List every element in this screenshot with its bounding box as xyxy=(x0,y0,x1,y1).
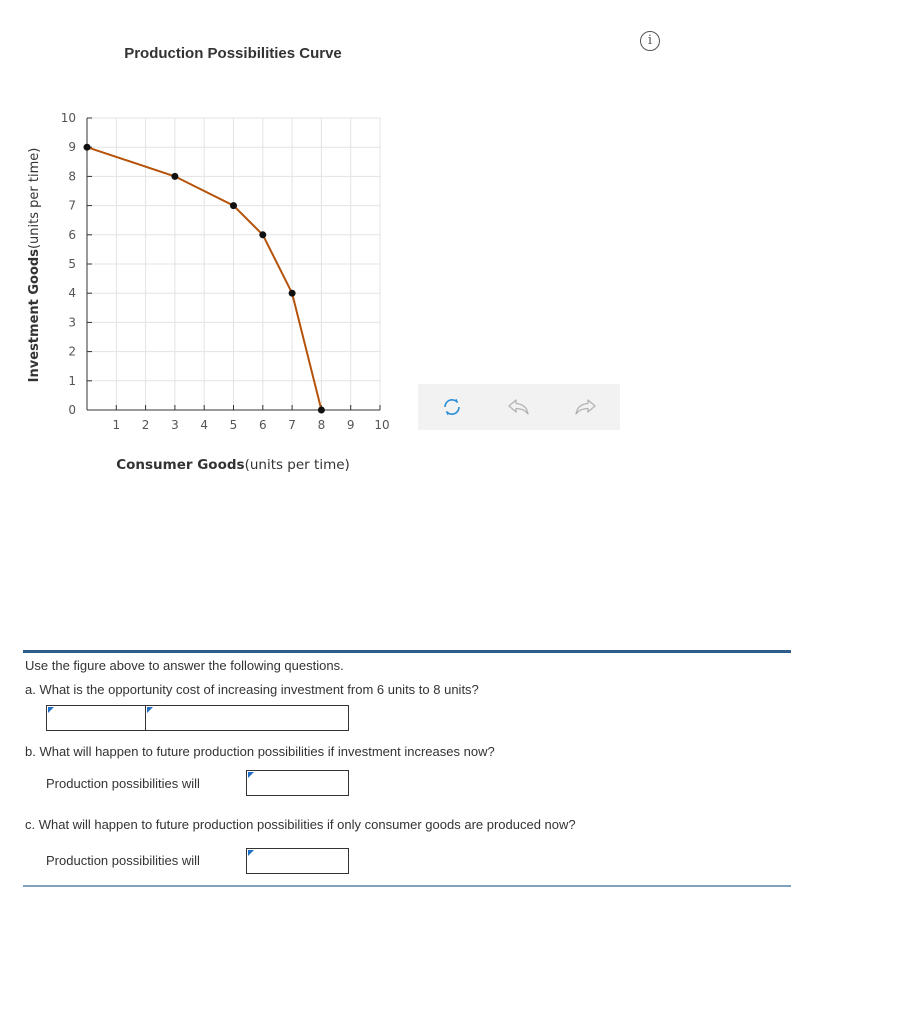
x-tick-label: 6 xyxy=(258,418,267,432)
question-a-text: a. What is the opportunity cost of increasing investment from 6 units to 8 units? xyxy=(25,682,479,697)
input-flag-icon xyxy=(248,772,254,778)
question-c-prompt: Production possibilities will xyxy=(46,853,200,868)
y-tick-label: 5 xyxy=(68,257,76,271)
ppc-point[interactable] xyxy=(84,144,91,151)
y-tick-label: 6 xyxy=(68,227,76,242)
question-bottom-rule xyxy=(23,885,791,887)
redo-button[interactable] xyxy=(570,392,600,422)
x-tick-label: 2 xyxy=(141,418,150,432)
y-tick-label: 4 xyxy=(68,286,76,301)
undo-button[interactable] xyxy=(504,392,534,422)
graph-toolbar xyxy=(418,384,620,430)
x-tick-label: 10 xyxy=(374,418,390,432)
question-intro: Use the figure above to answer the following questions. xyxy=(25,658,344,673)
info-icon[interactable]: i xyxy=(640,31,660,51)
question-a-answer-2[interactable] xyxy=(145,705,349,731)
question-top-rule xyxy=(23,650,791,653)
question-b-answer[interactable] xyxy=(246,770,349,796)
question-c-text: c. What will happen to future production possibilities if only consumer goods are produced now? xyxy=(25,817,576,832)
x-tick-label: 7 xyxy=(288,418,296,432)
ppc-point[interactable] xyxy=(318,407,325,414)
x-tick-label: 3 xyxy=(171,418,179,432)
y-tick-label: 3 xyxy=(68,315,76,330)
x-tick-label: 9 xyxy=(346,418,355,432)
x-tick-label: 8 xyxy=(317,418,326,432)
y-tick-label: 1 xyxy=(68,373,76,388)
y-tick-label: 2 xyxy=(68,344,76,359)
question-b-text: b. What will happen to future production possibilities if investment increases now? xyxy=(25,744,495,759)
y-tick-label: 10 xyxy=(60,111,76,125)
y-axis-label xyxy=(27,148,42,383)
x-tick-label: 4 xyxy=(200,418,209,432)
y-tick-label: 0 xyxy=(68,403,76,417)
input-flag-icon xyxy=(147,707,153,713)
y-tick-label: 9 xyxy=(68,140,76,155)
question-c-answer[interactable] xyxy=(246,848,349,874)
x-axis-label-bold: Consumer Goods xyxy=(116,457,245,473)
x-tick-label: 5 xyxy=(229,418,238,432)
input-flag-icon xyxy=(48,707,54,713)
y-axis-label-rest: (units per time) xyxy=(27,147,42,250)
undo-icon xyxy=(506,396,532,418)
ppc-point[interactable] xyxy=(171,173,178,180)
reset-button[interactable] xyxy=(437,392,467,422)
question-b-prompt: Production possibilities will xyxy=(46,776,200,791)
redo-icon xyxy=(572,396,598,418)
ppc-point[interactable] xyxy=(289,290,296,297)
x-axis-label-rest: (units per time) xyxy=(244,457,350,473)
ppc-point[interactable] xyxy=(259,231,266,238)
y-tick-label: 8 xyxy=(68,169,76,184)
y-tick-label: 7 xyxy=(68,198,76,213)
ppc-point[interactable] xyxy=(230,202,237,209)
y-axis-label-bold: Investment Goods xyxy=(27,249,42,383)
x-tick-label: 1 xyxy=(112,418,121,432)
question-a-answer-1[interactable] xyxy=(46,705,147,731)
reset-icon xyxy=(440,395,464,419)
x-axis-label xyxy=(116,457,350,473)
chart-ticks xyxy=(61,111,390,432)
input-flag-icon xyxy=(248,850,254,856)
chart-title: Production Possibilities Curve xyxy=(124,45,342,62)
